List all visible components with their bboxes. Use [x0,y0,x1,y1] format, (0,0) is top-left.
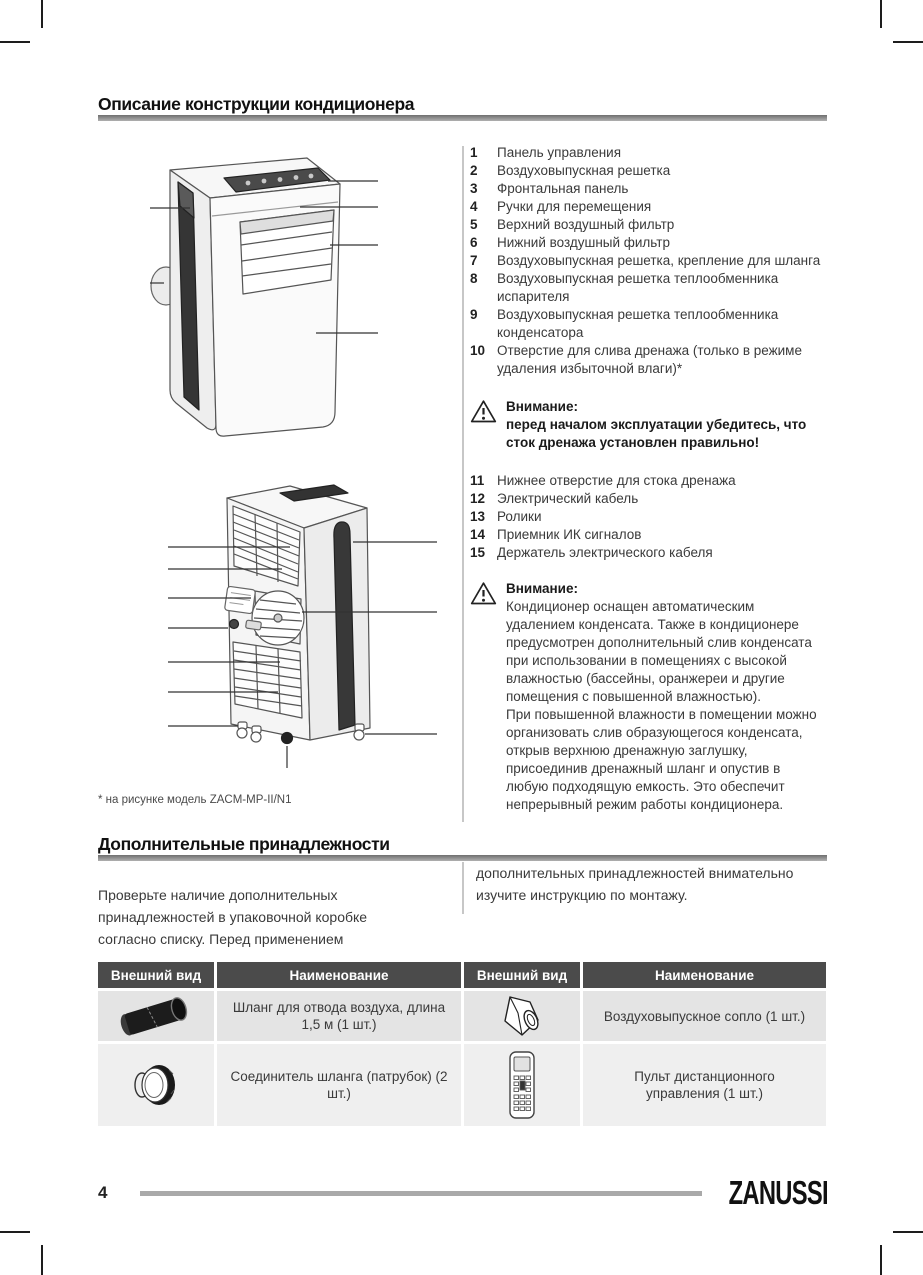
warning-text: перед началом эксплуатации убедитесь, что сток дренажа установлен правильно! [506,417,807,450]
accessory-name: Воздуховыпускное сопло (1 шт.) [583,991,826,1041]
accessory-name: Шланг для отвода воздуха, длина 1,5 м (1 шт.) [217,991,461,1041]
remote-control-image [464,1044,580,1126]
footer-rule [140,1191,702,1196]
list-item [470,198,826,216]
table-header-name: Наименование [583,962,826,988]
part-number: 6 [470,235,478,250]
part-label: Ролики [497,509,542,524]
warning-title: Внимание: [506,581,578,596]
crop-mark [41,1245,43,1275]
part-label: Воздуховыпускная решетка, крепление для шланга [497,253,821,268]
intro-text-right: дополнительных принадлежностей внимательно изучите инструкцию по монтажу. [476,865,794,903]
table-header-appearance: Внешний вид [98,962,214,988]
part-label: Панель управления [497,145,622,160]
list-item [470,270,826,306]
warning-title: Внимание: [506,399,578,414]
part-label: Нижний воздушный фильтр [497,235,670,250]
list-item [470,162,826,180]
part-label: Отверстие для слива дренажа (только в режиме удаления избыточной влаги)* [497,343,802,376]
table-header-appearance: Внешний вид [464,962,580,988]
part-label: Нижнее отверстие для стока дренажа [497,473,736,488]
crop-mark [0,1231,30,1233]
column-divider [462,862,464,914]
part-number: 2 [470,163,478,178]
model-footnote: * на рисунке модель ZACM-MP-II/N1 [98,794,292,806]
list-item [470,342,826,378]
ac-front-view-diagram [112,140,402,460]
list-item [470,180,826,198]
list-item [470,544,826,562]
section-title-accessories: Дополнительные принадлежности [98,834,390,854]
part-label: Верхний воздушный фильтр [497,217,675,232]
list-item [470,490,826,508]
exhaust-hose-image [98,991,214,1041]
part-label: Электрический кабель [497,491,639,506]
list-item [470,234,826,252]
list-item [470,526,826,544]
list-item [470,144,826,162]
crop-mark [893,41,923,43]
warning-paragraph: При повышенной влажности в помещении можно организовать слив образующегося конденсата, открыв верхнюю дренажную заглушку, присоединив дренажный шланг и опустив в любую подходящую емкость. Это обеспечит непрерывный режим работы кондиционера. [506,707,817,812]
hose-connector-image [98,1044,214,1126]
crop-mark [41,0,43,28]
list-item [470,508,826,526]
list-item [470,472,826,490]
column-divider [462,146,464,822]
warning-paragraph: Кондиционер оснащен автоматическим удалением конденсата. Также в кондиционере предусмотрен дополнительный слив конденсата при использовании в помещениях с высокой влажностью (бассейны, оранжереи и другие помещения с повышенной влажностью). [506,599,812,704]
part-label: Воздуховыпускная решетка [497,163,671,178]
zanussi-logo: ZANUSSI [728,1174,828,1211]
crop-mark [880,1245,882,1275]
part-number: 14 [470,527,486,542]
warning-block-condensate [470,580,826,814]
part-number: 1 [470,145,478,160]
part-label: Воздуховыпускная решетка теплообменника конденсатора [497,307,779,340]
air-outlet-nozzle-image [464,991,580,1041]
part-number: 9 [470,307,478,322]
part-number: 11 [470,473,485,488]
section-rule [98,855,827,861]
accessory-name: Пульт дистанционного управления (1 шт.) [583,1044,826,1126]
part-number: 4 [470,199,478,214]
warning-body [506,398,826,452]
part-number: 15 [470,545,486,560]
part-number: 12 [470,491,486,506]
warning-triangle-icon [470,580,506,814]
table-header-name: Наименование [217,962,461,988]
part-label: Держатель электрического кабеля [497,545,713,560]
part-number: 7 [470,253,478,268]
part-label: Воздуховыпускная решетка теплообменника испарителя [497,271,779,304]
parts-list [470,144,826,814]
intro-text-left: Проверьте наличие дополнительных принадлежностей в упаковочной коробке согласно списку. Перед применением [98,887,368,947]
part-label: Ручки для перемещения [497,199,652,214]
accessories-table [98,962,826,1126]
part-number: 10 [470,343,486,358]
crop-mark [880,0,882,28]
part-number: 8 [470,271,478,286]
part-label: Приемник ИК сигналов [497,527,642,542]
part-number: 3 [470,181,478,196]
warning-body [506,580,826,814]
section-rule [98,115,827,121]
crop-mark [893,1231,923,1233]
warning-triangle-icon [470,398,506,452]
list-item [470,252,826,270]
list-item [470,306,826,342]
section-title-construction: Описание конструкции кондиционера [98,94,415,114]
ac-rear-view-diagram [112,472,442,778]
part-number: 13 [470,509,486,524]
part-number: 5 [470,217,478,232]
page-number: 4 [98,1183,108,1202]
crop-mark [0,41,30,43]
warning-block-drain [470,398,826,452]
part-label: Фронтальная панель [497,181,629,196]
list-item [470,216,826,234]
accessory-name: Соединитель шланга (патрубок) (2 шт.) [217,1044,461,1126]
